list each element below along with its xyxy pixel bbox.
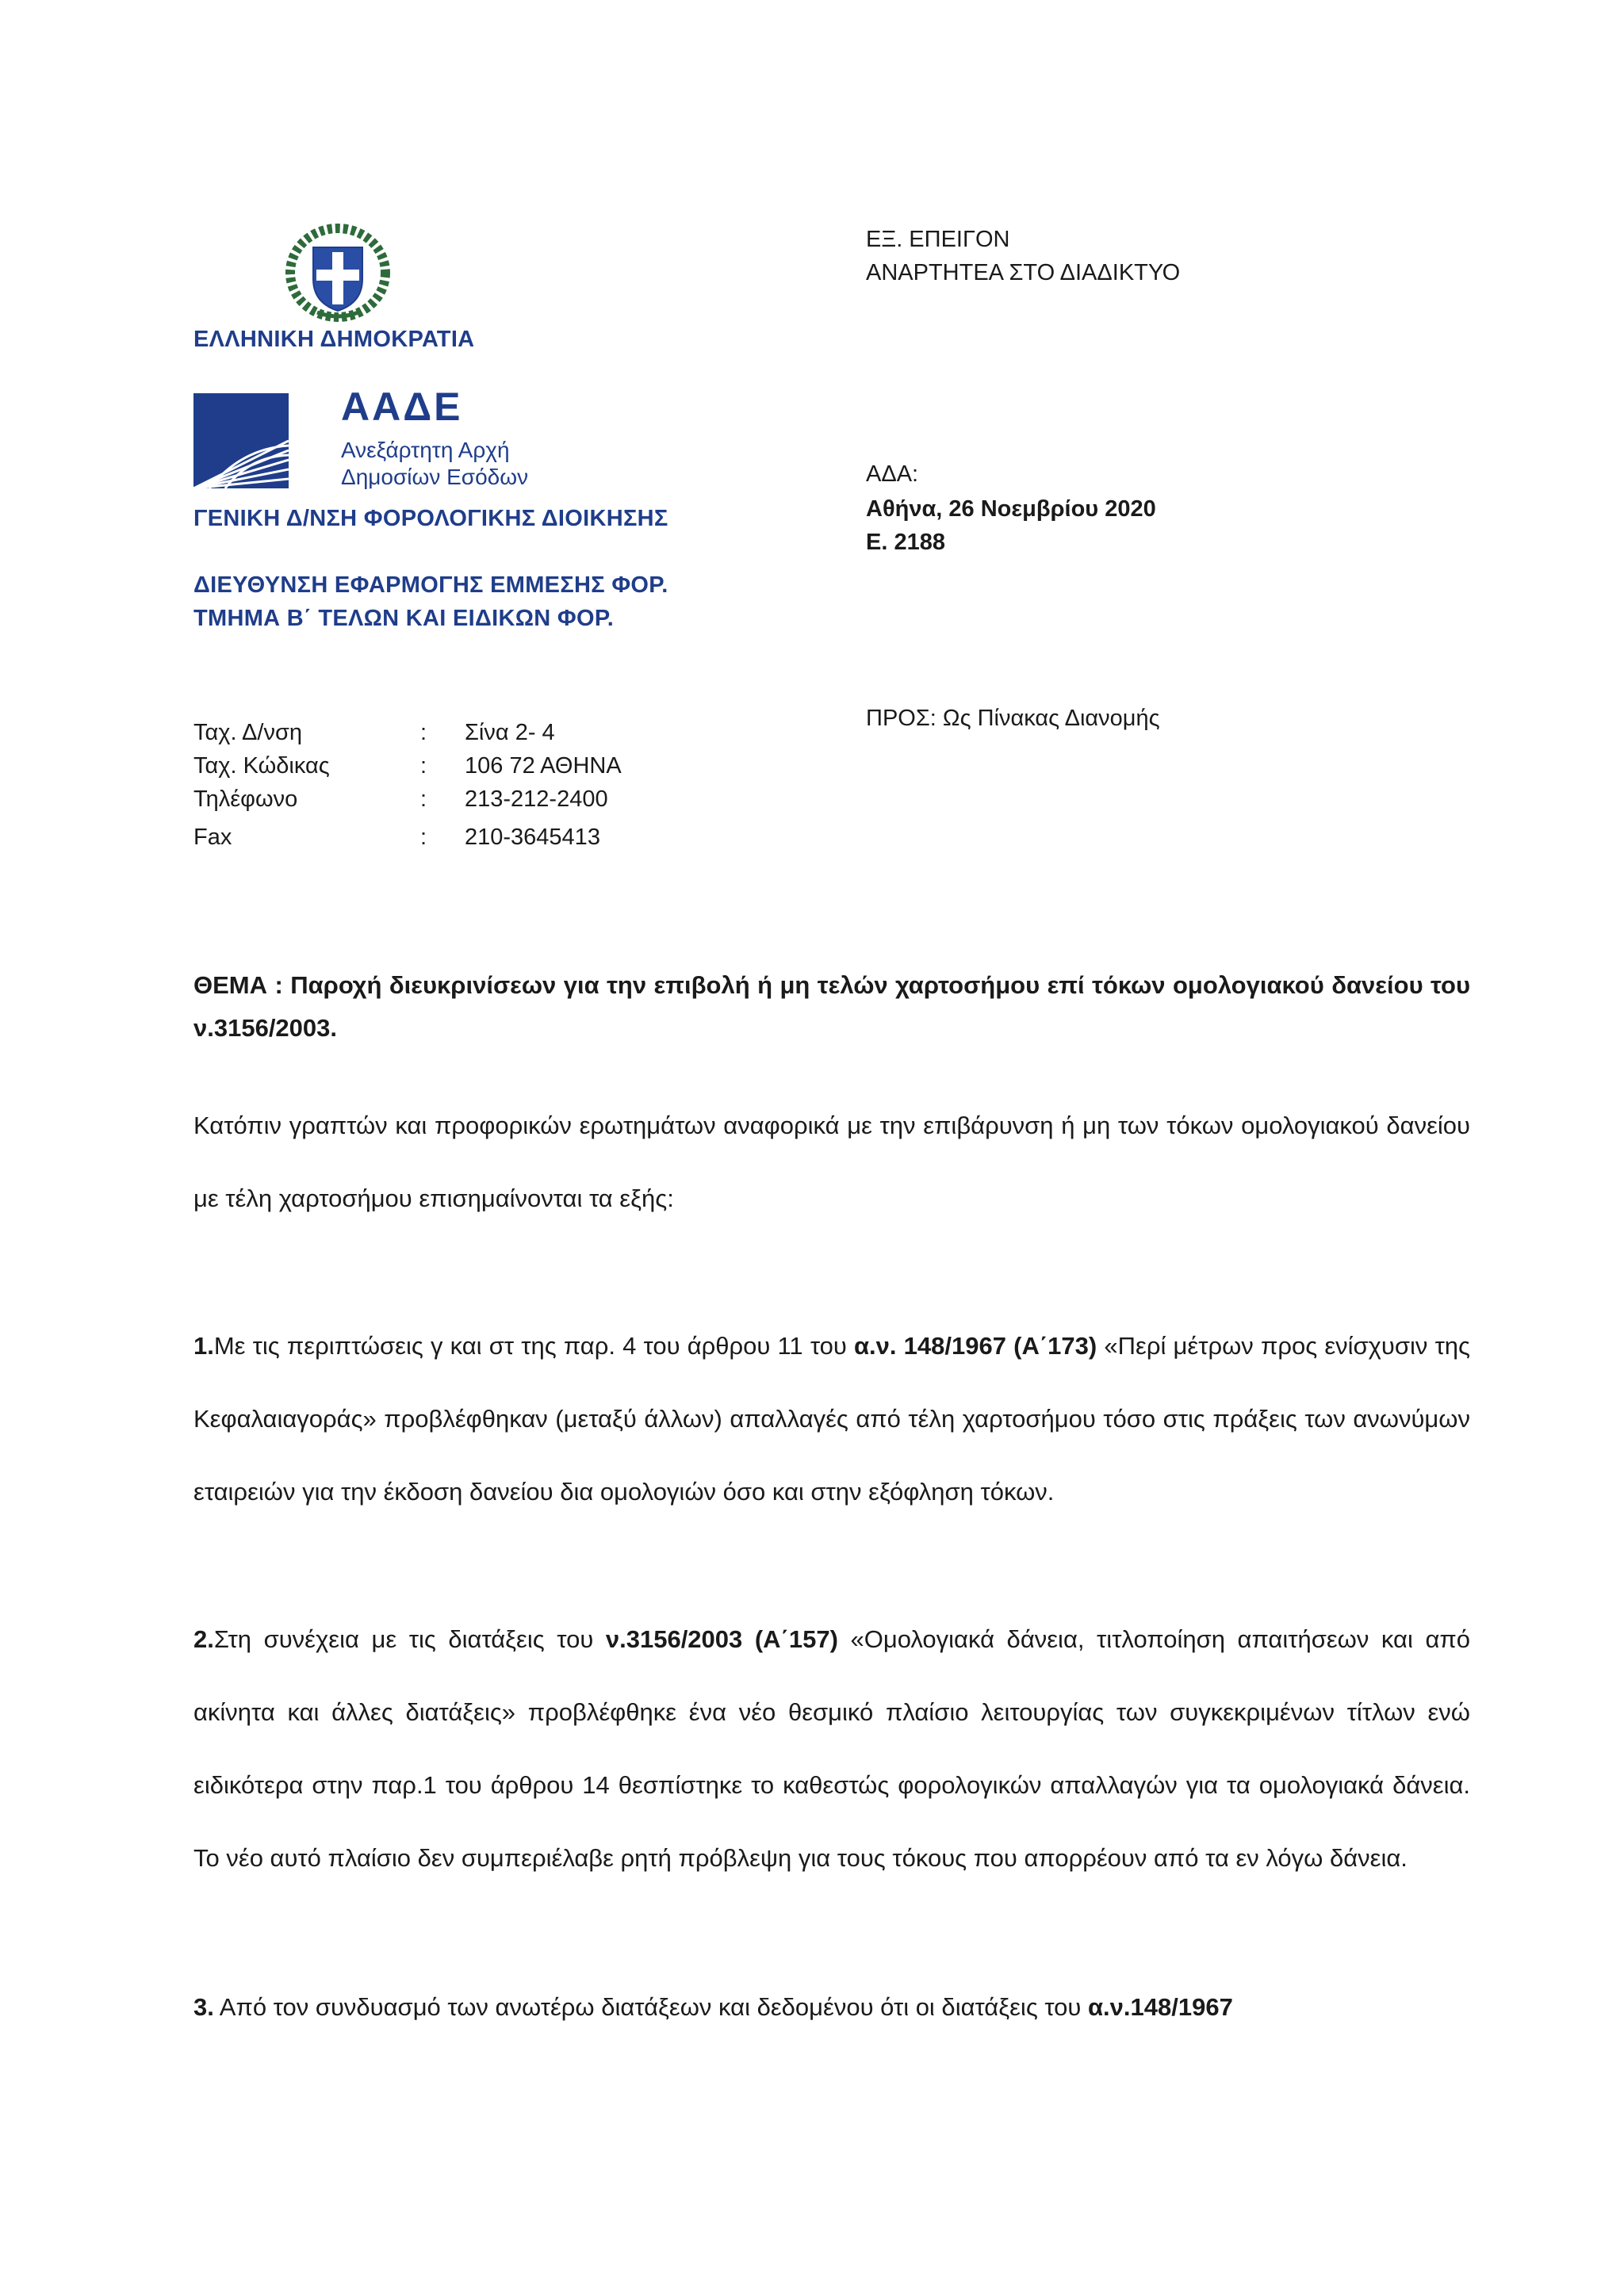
- colon: :: [420, 786, 427, 812]
- address-row: [0, 786, 793, 818]
- paragraph-text: «Περί μέτρων προς ενίσχυσιν της Κεφαλαιαγοράς» προβλέφθηκαν (μεταξύ άλλων) απαλλαγές από τέλη χαρτοσήμου τόσο στις πράξεις των ανωνύμων εταιρειών για την έκδοση δανείου δια ομολογιών όσο και στην εξόφληση τόκων.: [193, 1332, 1470, 1506]
- paragraph-number: 2.: [193, 1625, 214, 1653]
- address-row: [0, 753, 793, 785]
- paragraph-1: [193, 1310, 1470, 1529]
- paragraph-number: 1.: [193, 1332, 214, 1360]
- address-label: Ταχ. Κώδικας: [193, 753, 330, 779]
- address-label: Τηλέφωνο: [193, 786, 298, 812]
- colon: :: [420, 753, 427, 779]
- law-reference: α.ν.148/1967: [1087, 1993, 1233, 2021]
- aade-name: ΑΑΔΕ: [341, 385, 463, 429]
- urgency-label: ΕΞ. ΕΠΕΙΓΟΝ: [866, 227, 1010, 252]
- paragraph-number: 3.: [193, 1993, 214, 2021]
- intro-paragraph: Κατόπιν γραπτών και προφορικών ερωτημάτων αναφορικά με την επιβάρυνση ή μη των τόκων ομολογιακού δανείου με τέλη χαρτοσήμου επισημαίνονται τα εξής:: [193, 1112, 1470, 1212]
- directorate: ΔΙΕΥΘΥΝΣΗ ΕΦΑΡΜΟΓΗΣ ΕΜΜΕΣΗΣ ΦΟΡ.: [193, 572, 668, 598]
- paragraph-text: Από τον συνδυασμό των ανωτέρω διατάξεων και δεδομένου ότι οι διατάξεις του: [213, 1993, 1088, 2021]
- address-label: Ταχ. Δ/νση: [193, 720, 302, 745]
- aade-logo-icon: [193, 393, 289, 488]
- law-reference: α.ν. 148/1967 (Α΄173): [854, 1332, 1097, 1360]
- recipients: ΠΡΟΣ: Ως Πίνακας Διανομής: [866, 706, 1160, 731]
- law-reference: ν.3156/2003 (Α΄157): [605, 1625, 838, 1653]
- paragraph-text: Με τις περιπτώσεις γ και στ της παρ. 4 του άρθρου 11 του: [213, 1332, 854, 1360]
- address-row: [0, 720, 793, 752]
- address-value: 213-212-2400: [465, 786, 608, 812]
- general-directorate: ΓΕΝΙΚΗ Δ/ΝΣΗ ΦΟΡΟΛΟΓΙΚΗΣ ΔΙΟΙΚΗΣΗΣ: [193, 506, 668, 531]
- paragraph-2: [193, 1603, 1470, 1895]
- paragraph-text: «Ομολογιακά δάνεια, τιτλοποίηση απαιτήσεων και από ακίνητα και άλλες διατάξεις» προβλέφθηκε ένα νέο θεσμικό πλαίσιο λειτουργίας των συγκεκριμένων τίτλων ενώ ειδικότερα στην παρ.1 του άρθρου 14 θεσπίστηκε το καθεστώς φορολογικών απαλλαγών για τα ομολογιακά δάνεια. Το νέο αυτό πλαίσιο δεν συμπεριέλαβε ρητή πρόβλεψη για τους τόκους που απορρέουν από τα εν λόγω δάνεια.: [193, 1625, 1470, 1872]
- colon: :: [420, 825, 427, 850]
- paragraph-text: Στη συνέχεια με τις διατάξεις του: [213, 1625, 606, 1653]
- ada-label: ΑΔΑ:: [866, 461, 919, 487]
- address-label: Fax: [193, 825, 232, 850]
- subject-heading: ΘΕΜΑ : Παροχή διευκρινίσεων για την επιβολή ή μη τελών χαρτοσήμου επί τόκων ομολογιακού δανείου του ν.3156/2003.: [193, 971, 1470, 1042]
- aade-subtitle-line2: Δημοσίων Εσόδων: [341, 465, 529, 489]
- department: ΤΜΗΜΑ Β΄ ΤΕΛΩΝ ΚΑΙ ΕΙΔΙΚΩΝ ΦΟΡ.: [193, 606, 615, 631]
- address-value: 106 72 ΑΘΗΝΑ: [465, 753, 622, 779]
- publish-label: ΑΝΑΡΤΗΤΕΑ ΣΤΟ ΔΙΑΔΙΚΤΥΟ: [866, 260, 1181, 285]
- address-row: [0, 825, 793, 856]
- greek-emblem-icon: [282, 224, 394, 322]
- address-value: 210-3645413: [465, 825, 600, 850]
- colon: :: [420, 720, 427, 745]
- aade-subtitle-line1: Ανεξάρτητη Αρχή: [341, 438, 510, 462]
- document-date: Αθήνα, 26 Νοεμβρίου 2020: [866, 496, 1156, 522]
- protocol-number: Ε. 2188: [866, 530, 945, 555]
- republic-heading: ΕΛΛΗΝΙΚΗ ΔΗΜΟΚΡΑΤΙΑ: [193, 327, 475, 352]
- address-value: Σίνα 2- 4: [465, 720, 555, 745]
- paragraph-3: [193, 1971, 1470, 2044]
